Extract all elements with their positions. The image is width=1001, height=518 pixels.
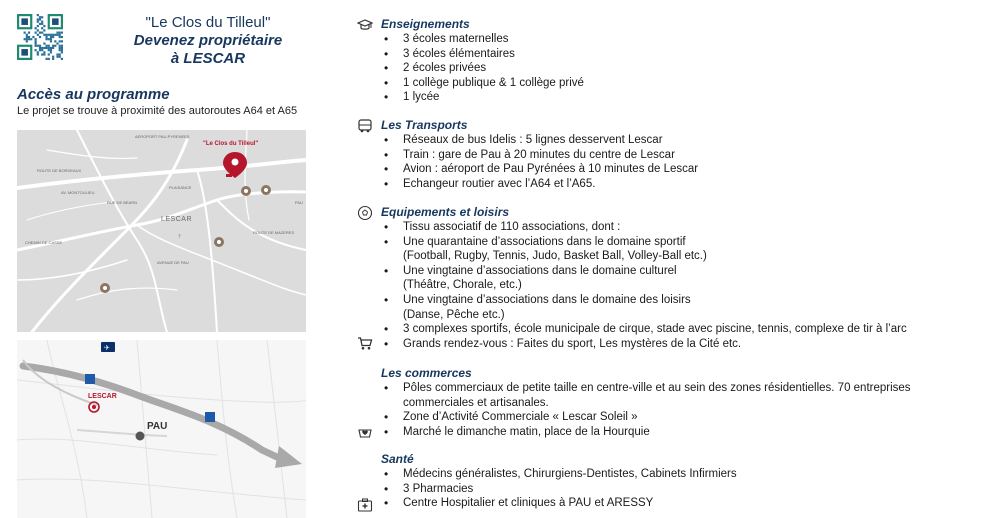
list-item: • 3 écoles élémentaires [381,47,584,62]
list-item [381,293,907,322]
list-item-text: Une vingtaine d’associations dans le domaine des loisirs [403,293,691,306]
list-item [381,410,911,425]
list-item-text: Marché le dimanche matin, place de la Hourquie [403,425,650,438]
map-street-label: AVENUE DE PAU [157,260,189,265]
qr-code [17,14,63,60]
map-street-label: PLAISANCE [169,185,192,190]
list-equipements [381,220,907,351]
list-item-text: 3 complexes sportifs, école municipale de cirque, stade avec piscine, tennis, complexe de tir à l’arc [403,323,907,336]
list-item: • 2 écoles privées [381,61,584,76]
list-item: • 3 écoles maternelles [381,32,584,47]
list-item-text: Grands rendez-vous : Faites du sport, Les mystères de la Cité etc. [403,337,742,350]
list-item [381,264,907,293]
section-title-enseignements: Enseignements [381,17,470,31]
list-commerces [381,381,911,439]
graduation-cap-icon [357,18,373,34]
map-town-label: LESCAR [88,393,117,400]
list-item [381,425,911,440]
regional-map [17,340,306,518]
section-title-sante: Santé [381,452,414,466]
list-item-text: Une vingtaine d’associations dans le domaine culturel [403,264,677,277]
list-item: • 1 lycée [381,90,584,105]
list-item: • 1 collège publique & 1 collège privé [381,76,584,91]
list-item: • Centre Hospitalier et cliniques à PAU et ARESSY [381,496,737,511]
map-street-label: ROUTE DE MAZERES [253,230,295,235]
list-item-text: Zone d’Activité Commerciale « Lescar Soleil » [403,411,638,424]
program-name: "Le Clos du Tilleul" [145,14,271,31]
map-town-label: LESCAR [161,216,193,223]
map-street-label: ROUTE DE BORDEAUX [37,168,82,173]
map-street-label: CHEMIN DE CASSE [25,240,63,245]
svg-text:✈: ✈ [104,344,110,352]
access-title: Accès au programme [17,86,170,103]
list-item [381,220,907,235]
map-street-label: PAU [295,200,303,205]
list-item: • Train : gare de Pau à 20 minutes du centre de Lescar [381,148,698,163]
tagline-location: à LESCAR [170,50,246,67]
list-transports [381,133,698,191]
list-item: • Réseaux de bus Idelis : 5 lignes desservent Lescar [381,133,698,148]
list-item [381,235,907,264]
heart-bag-icon [357,423,373,439]
list-item: • Echangeur routier avec l’A64 et l’A65. [381,177,698,192]
list-item [381,322,907,337]
map-street-label: AV. MONTOULIEU [61,190,95,195]
soccer-ball-icon [357,205,373,221]
list-item-continuation: commerciales et artisanales. [403,396,549,409]
map-program-label: "Le Clos du Tilleul" [203,141,259,147]
list-item: • Avion : aéroport de Pau Pyrénées à 10 minutes de Lescar [381,162,698,177]
section-title-transports: Les Transports [381,118,468,132]
list-item-text: Une quarantaine d’associations dans le domaine sportif [403,235,686,248]
list-item-continuation: (Théâtre, Chorale, etc.) [403,279,522,292]
list-item-text: Pôles commerciaux de petite taille en centre-ville et au sein des zones résidentielles. 70 entreprises [403,382,911,394]
access-text: Le projet se trouve à proximité des autoroutes A64 et A65 [17,105,298,117]
map-street-label: AEROPORT PAU-PYRENEES [135,134,190,139]
list-item-continuation: (Football, Rugby, Tennis, Judo, Basket Ball, Volley-Ball etc.) [403,250,707,263]
tagline: Devenez propriétaire [133,32,283,49]
list-item [381,337,907,352]
section-title-commerces: Les commerces [381,366,472,380]
list-enseignements [381,32,584,105]
shopping-cart-icon [357,335,373,351]
map-street-label: RUE DE BEARN [107,200,138,205]
list-sante [381,467,737,511]
local-map [17,130,306,332]
title-block [90,13,326,68]
medical-kit-icon [357,497,373,513]
svg-text:✝: ✝ [177,233,183,240]
list-item: • 3 Pharmacies [381,482,737,497]
section-title-equipements: Equipements et loisirs [381,205,510,219]
list-item [381,381,911,410]
list-item: • Médecins généralistes, Chirurgiens-Dentistes, Cabinets Infirmiers [381,467,737,482]
map-city-label: PAU [147,421,168,432]
list-item-text: Tissu associatif de 110 associations, dont : [403,221,621,233]
list-item-continuation: (Danse, Pêche etc.) [403,308,505,321]
bus-icon [357,118,373,134]
